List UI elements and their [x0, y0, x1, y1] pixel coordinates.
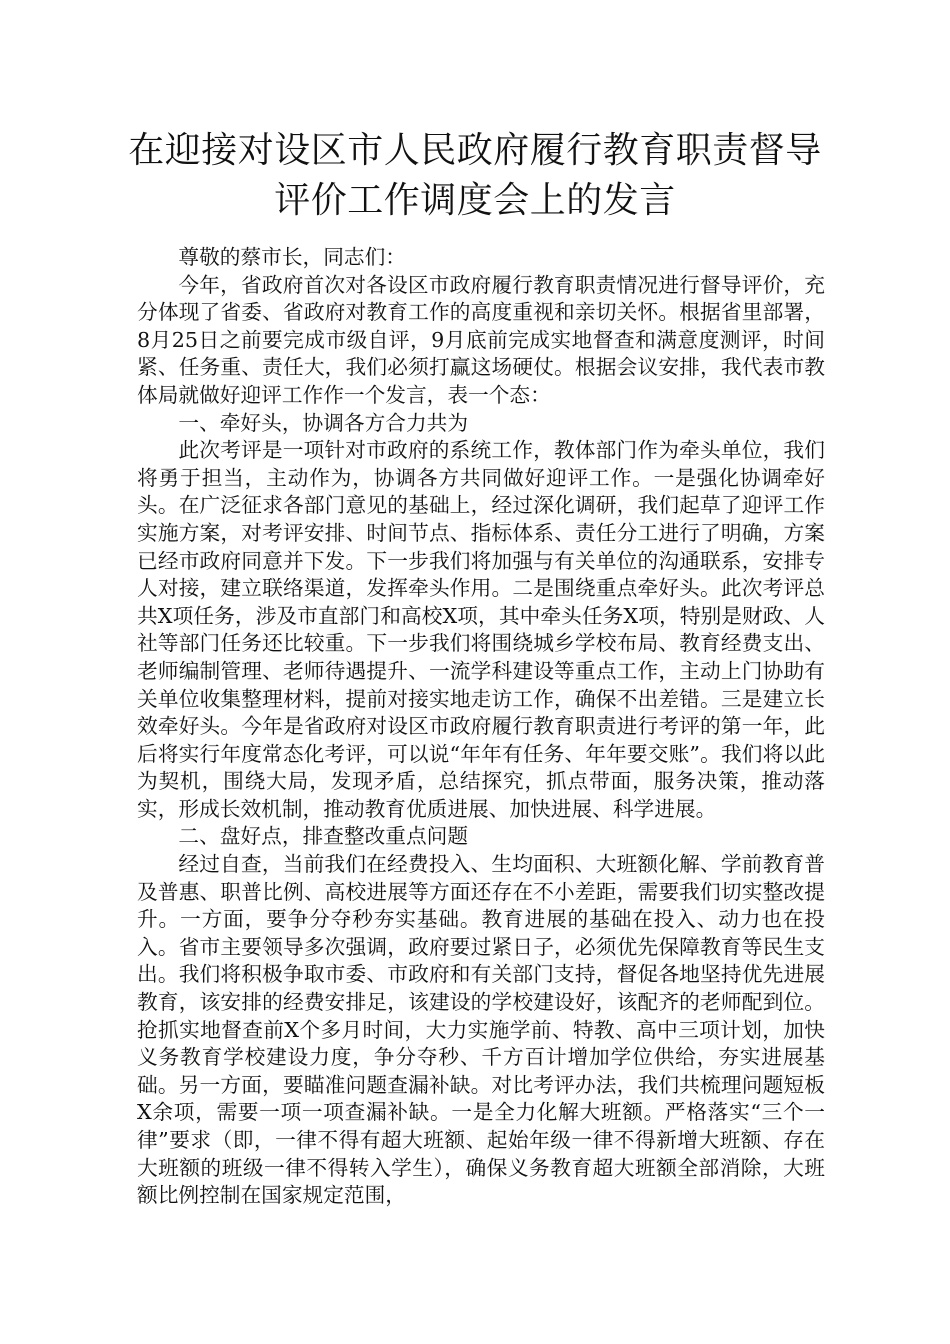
document-body	[137, 244, 825, 1210]
paragraph-intro: 今年，省政府首次对各设区市政府履行教育职责情况进行督导评价，充分体现了省委、省政府对教育工作的高度重视和亲切关怀。根据省里部署，8月25日之前要完成市级自评，9月底前完成实地督查和满意度测评，时间紧、任务重、责任大，我们必须打赢这场硬仗。根据会议安排，我代表市教体局就做好迎评工作作一个发言，表一个态：	[137, 272, 825, 407]
paragraph-section-2: 经过自查，当前我们在经费投入、生均面积、大班额化解、学前教育普及普惠、职普比例、高校进展等方面还存在不小差距，需要我们切实整改提升。一方面，要争分夺秒夯实基础。教育进展的基础在投入、动力也在投入。省市主要领导多次强调，政府要过紧日子，必须优先保障教育等民生支出。我们将积极争取市委、市政府和有关部门支持，督促各地坚持优先进展教育，该安排的经费安排足，该建设的学校建设好，该配齐的老师配到位。抢抓实地督查前X个多月时间，大力实施学前、特教、高中三项计划，加快义务教育学校建设力度，争分夺秒、千方百计增加学位供给，夯实进展基础。另一方面，要瞄准问题查漏补缺。对比考评办法，我们共梳理问题短板X余项，需要一项一项查漏补缺。一是全力化解大班额。严格落实“三个一律”要求（即，一律不得有超大班额、起始年级一律不得新增大班额、存在大班额的班级一律不得转入学生），确保义务教育超大班额全部消除，大班额比例控制在国家规定范围，	[137, 852, 825, 1208]
document-title: 在迎接对设区市人民政府履行教育职责督导评价工作调度会上的发言	[128, 130, 822, 221]
salutation: 尊敬的蔡市长，同志们：	[178, 245, 406, 269]
paragraph-section-1: 此次考评是一项针对市政府的系统工作，教体部门作为牵头单位，我们将勇于担当，主动作为，协调各方共同做好迎评工作。一是强化协调牵好头。在广泛征求各部门意见的基础上，经过深化调研，我们起草了迎评工作实施方案，对考评安排、时间节点、指标体系、责任分工进行了明确，方案已经市政府同意并下发。下一步我们将加强与有关单位的沟通联系，安排专人对接，建立联络渠道，发挥牵头作用。二是围绕重点牵好头。此次考评总共X项任务，涉及市直部门和高校X项，其中牵头任务X项，特别是财政、人社等部门任务还比较重。下一步我们将围绕城乡学校布局、教育经费支出、老师编制管理、老师待遇提升、一流学科建设等重点工作，主动上门协助有关单位收集整理材料，提前对接实地走访工作，确保不出差错。三是建立长效牵好头。今年是省政府对设区市政府履行教育职责进行考评的第一年，此后将实行年度常态化考评，可以说“年年有任务、年年要交账”。我们将以此为契机，围绕大局，发现矛盾，总结探究，抓点带面，服务决策，推动落实，形成长效机制，推动教育优质进展、加快进展、科学进展。	[137, 438, 825, 821]
section-heading-2: 二、盘好点，排查整改重点问题	[178, 824, 469, 849]
section-heading-1: 一、牵好头，协调各方合力共为	[178, 410, 469, 435]
